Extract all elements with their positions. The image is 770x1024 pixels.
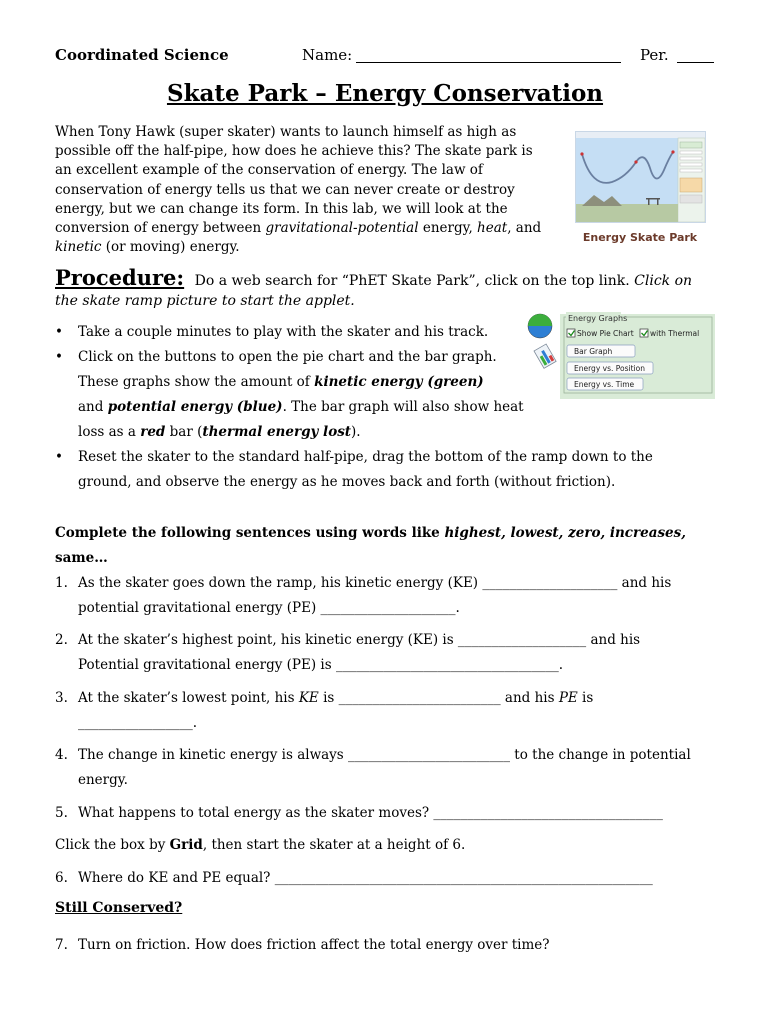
- grid-instruction: Click the box by Grid, then start the skater at a height of 6.: [55, 837, 466, 853]
- skate-park-screenshot: [575, 131, 706, 223]
- procedure-bullets: [55, 320, 695, 495]
- skate-park-caption: Energy Skate Park: [582, 231, 698, 244]
- intro-line: energy, but we can change its form. In this lab, we will look at the: [55, 200, 508, 217]
- course-name: Coordinated Science: [55, 46, 229, 64]
- period-label: Per.: [640, 46, 669, 64]
- intro-paragraph: [55, 123, 565, 257]
- name-blank[interactable]: [356, 62, 621, 63]
- bullet-icon: •: [55, 324, 63, 340]
- intro-line: an excellent example of the conservation of energy. The law of: [55, 162, 483, 179]
- svg-text:Bar Graph: Bar Graph: [574, 347, 613, 356]
- instructions-heading: Complete the following sentences using words like highest, lowest, zero, increases, same…: [55, 525, 686, 566]
- list-item: • Click on the buttons to open the pie chart and the bar graph. These graphs show the amount of kinetic energy (green) and potential energy (blue). The bar graph will also show heat loss as a red bar (thermal energy lost).: [55, 345, 695, 445]
- period-blank[interactable]: [677, 62, 714, 63]
- page-title: Skate Park – Energy Conservation: [166, 80, 604, 107]
- question-2: 2. At the skater’s highest point, his kinetic energy (KE) is ___________________ and his Potential gravitational energy (PE) is _________________________________.: [55, 632, 641, 673]
- intro-line: possible off the half-pipe, how does he achieve this? The skate park is: [55, 143, 533, 160]
- procedure-heading: Procedure:: [55, 265, 185, 290]
- bullet-icon: •: [55, 349, 63, 365]
- show-pie-label: Show Pie Chart: [577, 329, 634, 338]
- question-7: 7. Turn on friction. How does friction affect the total energy over time?: [55, 937, 550, 953]
- with-thermal-label: with Thermal: [650, 329, 700, 338]
- intro-line: conservation of energy tells us that we can never create or destroy: [55, 181, 515, 198]
- still-conserved-heading: Still Conserved?: [55, 900, 183, 916]
- question-5: 5. What happens to total energy as the skater moves? __________________________________: [55, 805, 663, 821]
- question-4: 4. The change in kinetic energy is always ________________________ to the change in potential energy.: [55, 747, 691, 788]
- procedure-text: Do a web search for “PhET Skate Park”, click on the top link.: [194, 273, 630, 289]
- list-item: • Take a couple minutes to play with the skater and his track.: [55, 320, 695, 345]
- procedure-italic: Click on the skate ramp picture to start the applet.: [55, 273, 693, 309]
- procedure-section: [55, 265, 715, 311]
- skate-park-illustration: [576, 132, 705, 222]
- list-item: • Reset the skater to the standard half-pipe, drag the bottom of the ramp down to the ground, and observe the energy as he moves back and forth (without friction).: [55, 445, 695, 495]
- svg-text:Energy vs. Position: Energy vs. Position: [574, 364, 645, 373]
- intro-line: conversion of energy between gravitational-potential energy, heat, and: [55, 220, 542, 237]
- name-label: Name:: [302, 46, 353, 64]
- svg-text:Energy vs. Time: Energy vs. Time: [574, 380, 635, 389]
- question-6: 6. Where do KE and PE equal? ________________________________________________________: [55, 870, 653, 886]
- bullet-icon: •: [55, 449, 63, 465]
- graphs-legend-text: Energy Graphs: [568, 314, 628, 323]
- intro-line: kinetic (or moving) energy.: [55, 239, 240, 256]
- question-3: 3. At the skater’s lowest point, his KE is ________________________ and his PE is _________________.: [55, 690, 594, 731]
- question-1: 1. As the skater goes down the ramp, his kinetic energy (KE) ____________________ and his potential gravitational energy (PE) ____________________.: [55, 575, 672, 616]
- intro-line: When Tony Hawk (super skater) wants to launch himself as high as: [55, 124, 517, 140]
